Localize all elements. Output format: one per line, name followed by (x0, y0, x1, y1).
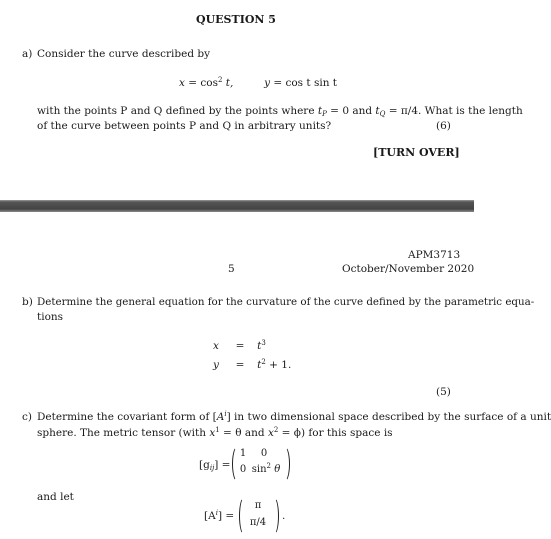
course-code: APM3713 (408, 249, 461, 261)
part-c-line1-a: Determine the covariant form of [ (37, 411, 217, 423)
part-c-line2-a: sphere. The metric tensor (with (37, 427, 210, 439)
and-let: and let (37, 491, 74, 503)
eq1-rhs: t (257, 340, 262, 352)
part-a-marks: (6) (436, 120, 451, 132)
m22-sin: sin (251, 464, 267, 475)
tq-sub: Q (379, 110, 386, 118)
part-a-intro: Consider the curve described by (37, 48, 211, 60)
metric-label (199, 458, 230, 473)
matrix-cell-12: 0 (260, 448, 268, 459)
g-open: [g (199, 459, 210, 471)
x2-sup: 2 (273, 426, 279, 434)
part-a-line1 (37, 104, 523, 119)
eq-x-var: x (179, 77, 185, 89)
eq2-rhs: t (257, 359, 262, 371)
part-b-label: b) (22, 296, 33, 308)
part-c-line1-b: ] in two dimensional space described by the surface of a unit (226, 411, 551, 423)
x2-var: x (267, 427, 274, 439)
part-b-eq1 (213, 339, 266, 354)
page-number: 5 (228, 263, 235, 275)
x1-sup: 1 (215, 426, 220, 434)
part-a-line2: of the curve between points P and Q in arbitrary units? (37, 120, 332, 132)
eq-y-rhs: = cos t sin t (273, 77, 338, 89)
vector-label (204, 509, 234, 524)
part-b-marks: (5) (436, 386, 451, 398)
matrix-cell-22 (248, 464, 284, 475)
part-b-eq2 (213, 358, 291, 373)
part-b-line2: tions (37, 311, 64, 323)
eq-x-tail: t, (222, 77, 234, 89)
x2-val: = ϕ) for this space is (278, 427, 393, 439)
part-c-line2 (37, 426, 393, 441)
eq2-power: 2 (261, 358, 266, 366)
part-c-line1 (37, 410, 551, 425)
x1-var: x (209, 427, 216, 439)
vector-cell-2: π/4 (249, 517, 267, 528)
eq1-power: 3 (261, 339, 266, 347)
tp-val: = 0 and (326, 105, 376, 117)
page-break-divider (0, 200, 474, 212)
m22-tail: θ (271, 464, 281, 475)
eq-x-power: 2 (218, 76, 223, 84)
x1-val: = θ and (219, 427, 268, 439)
part-b-line1: Determine the general equation for the curvature of the curve defined by the parametric equa- (37, 296, 535, 308)
vector-period: . (282, 510, 286, 522)
eq-x-rhs: = cos (188, 77, 218, 89)
A-close: ] = (217, 510, 235, 522)
turn-over: [TURN OVER] (373, 146, 460, 159)
exam-date: October/November 2020 (342, 263, 475, 275)
matrix-cell-21: 0 (239, 464, 247, 475)
tp-var: t (317, 105, 323, 117)
vector-cell-1: π (254, 500, 262, 511)
tq-var: t (375, 105, 380, 117)
part-c-A-sup: i (224, 410, 227, 418)
eq-y-var: y (264, 77, 270, 89)
eq2-lhs: y (213, 359, 219, 371)
eq2-tail: + 1. (265, 359, 292, 371)
g-sub: ij (209, 464, 215, 472)
eq2-equals: = (235, 359, 245, 371)
part-c-A: A (216, 411, 225, 423)
part-a-label: a) (22, 48, 33, 60)
A-open: [A (204, 510, 216, 522)
eq1-lhs: x (213, 340, 219, 352)
part-a-equation (179, 76, 337, 91)
A-sup: i (215, 509, 218, 517)
g-close: ] = (214, 459, 231, 471)
tq-val: = π/4. What is the length (385, 105, 523, 117)
tp-sub: P (322, 110, 327, 118)
part-c-label: c) (22, 411, 32, 423)
m22-pow: 2 (266, 462, 272, 470)
eq1-equals: = (235, 340, 245, 352)
matrix-cell-11: 1 (239, 448, 247, 459)
part-a-line1-text: with the points P and Q defined by the points where (37, 105, 318, 117)
question-title: QUESTION 5 (196, 13, 276, 26)
